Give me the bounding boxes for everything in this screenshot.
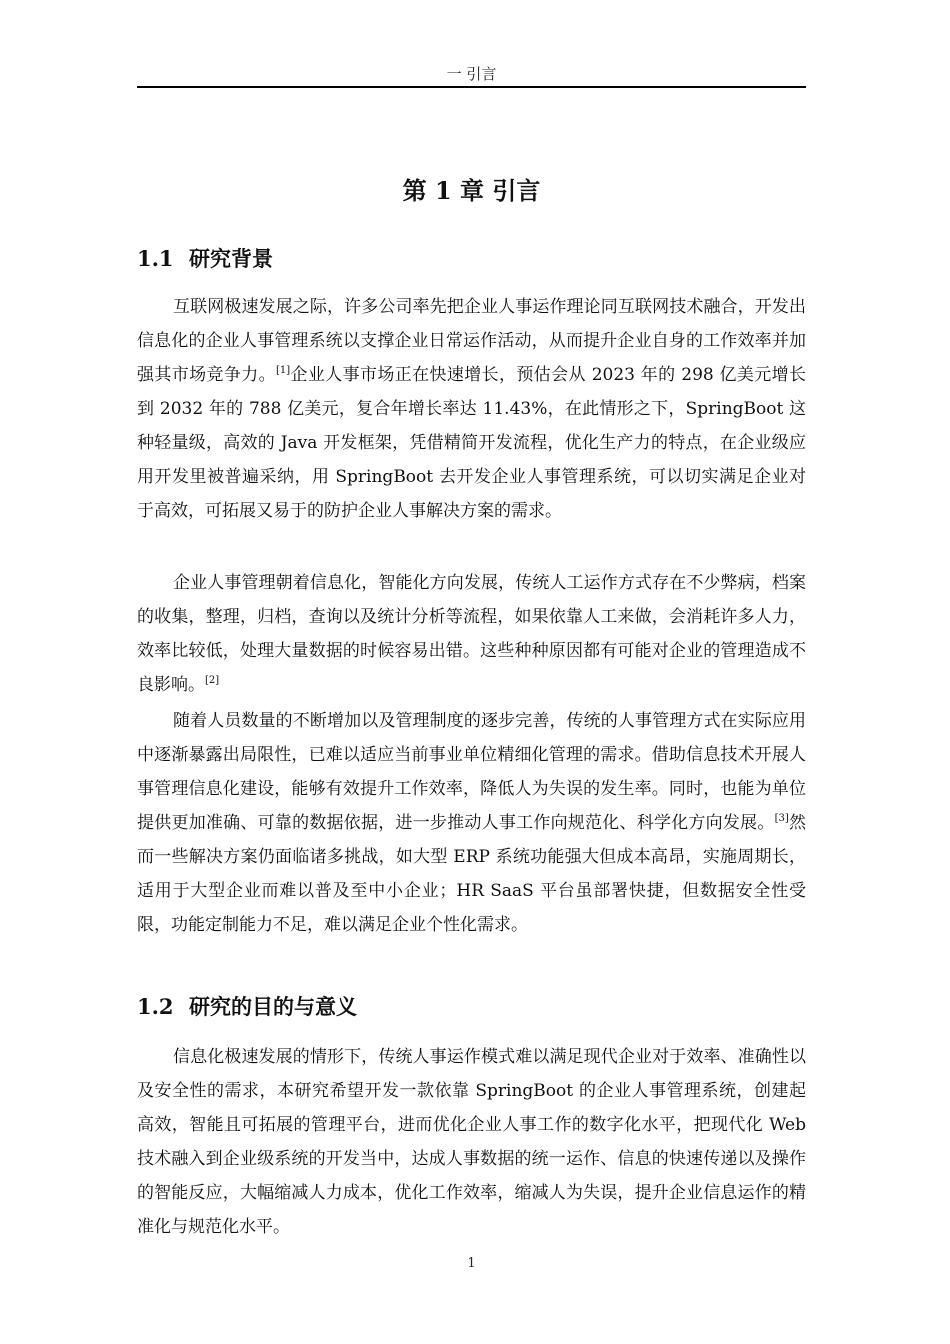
header-rule	[137, 86, 806, 88]
citation[interactable]: [3]	[774, 813, 789, 824]
paragraph-background-2	[137, 566, 806, 702]
paragraph-background-1	[137, 290, 806, 528]
section-heading-1-2	[137, 992, 806, 1022]
citation[interactable]: [2]	[205, 675, 220, 686]
paragraph-text: 然而一些解决方案仍面临诸多挑战，如大型 ERP 系统功能强大但成本高昂，实施周期长，适用于大型企业而难以普及至中小企业；HR SaaS 平台虽部署快捷，但数据安全性受限，功能定制能力不足，难以满足企业个性化需求。	[137, 813, 807, 935]
running-header: 一 引言	[446, 65, 497, 83]
paragraph-text: 信息化极速发展的情形下，传统人事运作模式难以满足现代企业对于效率、准确性以及安全性的需求，本研究希望开发一款依靠 SpringBoot 的企业人事管理系统，创建起高效，智能且可拓展的管理平台，进而优化企业人事工作的数字化水平，把现代化 Web 技术融入到企业级系统的开发当中，达成人事数据的统一运作、信息的快速传递以及操作的智能反应，大幅缩减人力成本，优化工作效率，缩减人为失误，提升企业信息运作的精准化与规范化水平。	[137, 1047, 806, 1237]
section-title: 研究的目的与意义	[189, 994, 357, 1019]
page-number: 1	[467, 1256, 476, 1271]
section-number: 1.1	[137, 246, 174, 271]
chapter-title: 第 1 章 引言	[402, 176, 541, 205]
paragraph-text: 随着人员数量的不断增加以及管理制度的逐步完善，传统的人事管理方式在实际应用中逐渐暴露出局限性，已难以适应当前事业单位精细化管理的需求。借助信息技术开展人事管理信息化建设，能够有效提升工作效率，降低人为失误的发生率。同时，也能为单位提供更加准确、可靠的数据依据，进一步推动人事工作向规范化、科学化方向发展。	[137, 711, 806, 833]
section-number: 1.2	[137, 994, 174, 1019]
paragraph-text: 互联网极速发展之际，许多公司率先把企业人事运作理论同互联网技术融合，开发出信息化的企业人事管理系统以支撑企业日常运作活动，从而提升企业自身的工作效率并加强其市场竞争力。	[137, 297, 806, 385]
section-title: 研究背景	[189, 246, 273, 271]
section-heading-1-1	[137, 244, 806, 274]
paragraph-background-3	[137, 704, 806, 942]
paragraph-text: 企业人事市场正在快速增长，预估会从 2023 年的 298 亿美元增长到 2032 年的 788 亿美元，复合年增长率达 11.43%，在此情形之下，SpringBoot 这种轻量级，高效的 Java 开发框架，凭借精简开发流程，优化生产力的特点，在企业级应用开发里被普遍采纳，用 SpringBoot 去开发企业人事管理系统，可以切实满足企业对于高效，可拓展又易于的防护企业人事解决方案的需求。	[137, 365, 806, 521]
paragraph-purpose-1	[137, 1040, 806, 1244]
citation[interactable]: [1]	[276, 365, 291, 376]
paragraph-text: 企业人事管理朝着信息化，智能化方向发展，传统人工运作方式存在不少弊病，档案的收集，整理，归档，查询以及统计分析等流程，如果依靠人工来做，会消耗许多人力，效率比较低，处理大量数据的时候容易出错。这些种种原因都有可能对企业的管理造成不良影响。	[137, 573, 806, 695]
